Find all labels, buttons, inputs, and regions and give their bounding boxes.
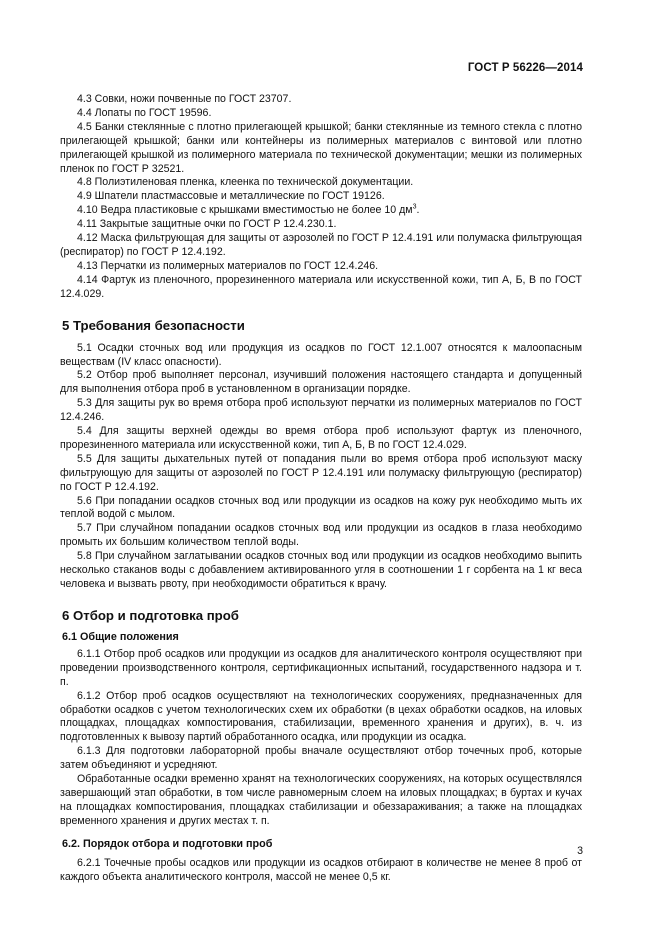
list-item: 4.11 Закрытые защитные очки по ГОСТ Р 12.4.230.1. [77,218,337,231]
paragraph: Обработанные осадки временно хранят на технологических сооружениях, на которых осуществлялся завершающий этап обработки, в том числе равномерным слоем на иловых площадках; в буртах и кучах на площадках компостирования, площадках стабилизации и обеззараживания; а также на площадках временного хранения и других местах т. п. [60,773,582,827]
list-item: 4.9 Шпатели пластмассовые и металлические по ГОСТ 19126. [77,190,385,203]
paragraph: 6.1.3 Для подготовки лабораторной пробы вначале осуществляют отбор точечных проб, которые затем объединяют и усредняют. [60,745,582,772]
paragraph: 5.2 Отбор проб выполняет персонал, изучивший положения настоящего стандарта и допущенный для выполнения отбора проб в установленном в организации порядке. [60,369,582,396]
page-number: 3 [577,845,583,857]
paragraph: 5.6 При попадании осадков сточных вод или продукции из осадков на кожу рук необходимо мыть их теплой водой с мылом. [60,494,582,521]
list-item: 4.14 Фартук из пленочного, прорезиненного материала или искусственной кожи, тип А, Б, В по ГОСТ 12.4.029. [60,273,582,300]
list-item: 4.4 Лопаты по ГОСТ 19596. [77,106,212,119]
paragraph: 5.7 При случайном попадании осадков сточных вод или продукции из осадков в глаза необходимо промыть их большим количеством теплой воды. [60,522,582,549]
unit-superscript: 3 [412,203,417,211]
list-item: 4.8 Полиэтиленовая пленка, клеенка по технической документации. [77,176,414,189]
paragraph: 5.3 Для защиты рук во время отбора проб используют перчатки из полимерных материалов по ГОСТ 12.4.246. [60,397,582,424]
subsection-6-1-heading: 6.1 Общие положения [62,630,179,643]
list-item: 4.5 Банки стеклянные с плотно прилегающей крышкой; банки стеклянные из темного стекла с плотно прилегающей крышкой; банки или контейнеры из полимерных материалов с винтовой или плотно прилегающей крышкой из полимерного материала по технической документации; мешки из полимерных пленок по ГОСТ Р 32521. [60,120,582,175]
section-6-heading: 6 Отбор и подготовка проб [62,607,239,623]
paragraph: 5.5 Для защиты дыхательных путей от попадания пыли во время отбора проб используют маску фильтрующую для защиты от аэрозолей по ГОСТ Р 12.4.191 или полумаску фильтрующую (респиратор) по ГОСТ Р 12.4.192. [60,452,582,493]
paragraph: 5.8 При случайном заглатывании осадков сточных вод или продукции из осадков необходимо выпить несколько стаканов воды с добавлением активированного угля в соотношении 1 г сорбента на 1 кг веса человека и вызвать рвоту, при необходимости обратиться к врачу. [60,550,582,590]
section-5-heading: 5 Требования безопасности [62,317,245,333]
list-item [60,204,582,218]
paragraph: 5.1 Осадки сточных вод или продукция из осадков по ГОСТ 12.1.007 относятся к малоопасным веществам (IV класс опасности). [60,341,582,368]
paragraph: 6.1.2 Отбор проб осадков осуществляют на технологических сооружениях, предназначенных для обработки осадков с учетом технологических схем их обработки (в цехах обработки осадков, на иловых площадках, площадках компостирования, стабилизации, временного хранения и других), в. ч. из подготовленных к вывозу партий обработанного осадка, или продукции из осадка. [60,689,582,744]
list-item: 4.12 Маска фильтрующая для защиты от аэрозолей по ГОСТ Р 12.4.191 или полумаска фильтрующая (респиратор) по ГОСТ Р 12.4.192. [60,232,582,258]
standard-header: ГОСТ Р 56226—2014 [467,62,583,74]
subsection-6-2-heading: 6.2. Порядок отбора и подготовки проб [62,837,273,850]
list-item-text: 4.10 Ведра пластиковые с крышками вместимостью не более 10 дм [77,204,413,217]
paragraph: 5.4 Для защиты верхней одежды во время отбора проб используют фартук из пленочного, прорезиненного материала или искусственной кожи, тип А, Б, В по ГОСТ 12.4.029. [60,425,582,451]
page-content [60,93,582,885]
paragraph: 6.1.1 Отбор проб осадков или продукции из осадков для аналитического контроля осуществляют при проведении производственного контроля, сертификационных испытаний, государственного надзора и т. п. [60,647,582,688]
list-item: 4.13 Перчатки из полимерных материалов по ГОСТ 12.4.246. [77,259,379,272]
list-item-tail: . [416,204,420,217]
list-item: 4.3 Совки, ножи почвенные по ГОСТ 23707. [77,93,292,105]
paragraph: 6.2.1 Точечные пробы осадков или продукции из осадков отбирают в количестве не менее 8 проб от каждого объекта аналитического контроля, массой не менее 0,5 кг. [60,856,582,883]
